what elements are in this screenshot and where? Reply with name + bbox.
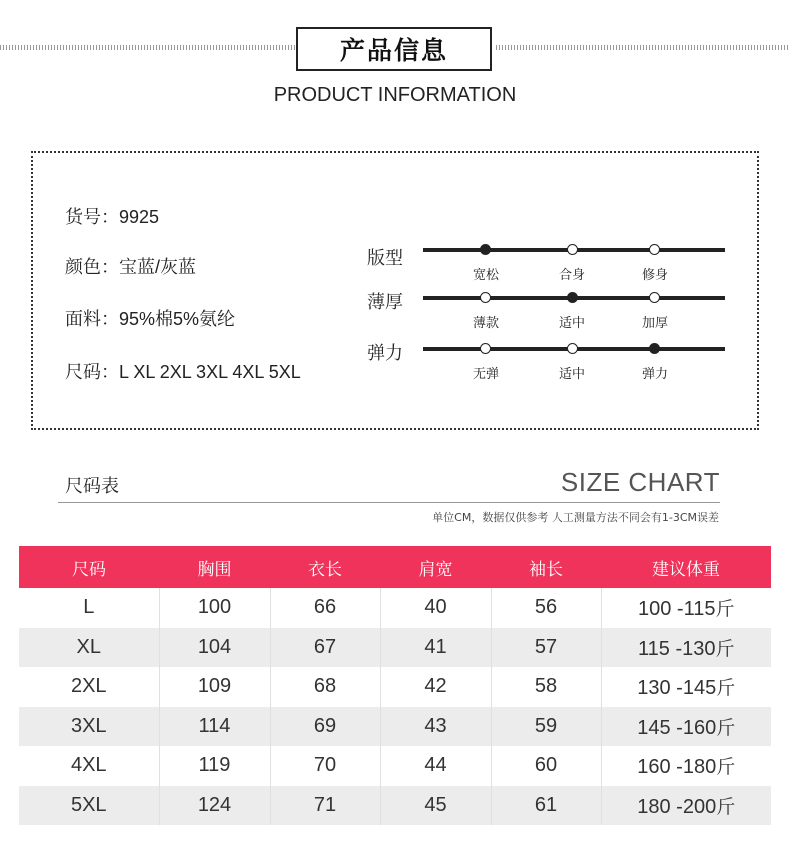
scale-option: 弹力 bbox=[641, 367, 668, 382]
scale-option: 宽松 bbox=[472, 268, 499, 283]
table-cell: 119 bbox=[159, 746, 270, 786]
info-value: L XL 2XL 3XL 4XL 5XL bbox=[119, 362, 301, 382]
scale-dot-fit-slim bbox=[649, 244, 660, 255]
scale-option: 合身 bbox=[558, 268, 585, 283]
column-header: 肩宽 bbox=[380, 546, 491, 588]
table-row bbox=[19, 786, 771, 826]
weight-unit: 斤 bbox=[716, 756, 736, 779]
info-label: 尺码： bbox=[65, 362, 119, 383]
table-cell: 40 bbox=[380, 588, 491, 628]
table-row bbox=[19, 707, 771, 747]
scale-option: 加厚 bbox=[641, 316, 668, 331]
size-chart-note: 单位CM，数据仅供参考 人工测量方法不同会有1-3CM误差 bbox=[432, 511, 719, 524]
info-item-color bbox=[65, 253, 196, 279]
scale-label-fit: 版型 bbox=[367, 248, 403, 269]
table-cell: 69 bbox=[270, 707, 380, 747]
table-row bbox=[19, 667, 771, 707]
scale-dot-stretch-none bbox=[480, 343, 491, 354]
table-cell: 3XL bbox=[19, 707, 159, 747]
table-cell: 42 bbox=[380, 667, 491, 707]
page-subtitle: PRODUCT INFORMATION bbox=[273, 84, 517, 106]
table-cell: 100 bbox=[159, 588, 270, 628]
scale-dot-fit-loose bbox=[480, 244, 491, 255]
table-cell: 59 bbox=[491, 707, 601, 747]
scale-option: 修身 bbox=[641, 268, 668, 283]
table-cell: 2XL bbox=[19, 667, 159, 707]
table-cell: 66 bbox=[270, 588, 380, 628]
scale-dot-fit-regular bbox=[567, 244, 578, 255]
table-cell: 4XL bbox=[19, 746, 159, 786]
table-cell-weight bbox=[601, 707, 771, 747]
table-row bbox=[19, 588, 771, 628]
info-value: 宝蓝/灰蓝 bbox=[119, 257, 197, 277]
size-chart-title: 尺码表 bbox=[65, 476, 119, 497]
table-cell: 114 bbox=[159, 707, 270, 747]
column-header: 建议体重 bbox=[601, 546, 771, 588]
table-cell: 45 bbox=[380, 786, 491, 826]
size-chart-title-en: SIZE CHART bbox=[560, 467, 720, 497]
title-box bbox=[296, 27, 492, 71]
table-cell: 124 bbox=[159, 786, 270, 826]
weight-unit: 斤 bbox=[715, 637, 735, 660]
weight-unit: 斤 bbox=[715, 598, 735, 621]
table-cell: 67 bbox=[270, 628, 380, 668]
weight-unit: 斤 bbox=[716, 795, 736, 818]
header-decor-line-left bbox=[0, 45, 296, 50]
info-label: 面料： bbox=[65, 309, 119, 330]
scale-label-stretch: 弹力 bbox=[367, 343, 403, 364]
scale-dot-stretch-high bbox=[649, 343, 660, 354]
table-cell-weight bbox=[601, 588, 771, 628]
scale-dot-thickness-thin bbox=[480, 292, 491, 303]
page-title: 产品信息 bbox=[339, 36, 448, 65]
weight-range: 160 -180 bbox=[637, 756, 717, 779]
table-cell-weight bbox=[601, 628, 771, 668]
table-cell: L bbox=[19, 588, 159, 628]
column-header: 尺码 bbox=[19, 546, 159, 588]
table-cell-weight bbox=[601, 746, 771, 786]
scale-option: 无弹 bbox=[472, 367, 499, 382]
column-header: 袖长 bbox=[491, 546, 601, 588]
info-label: 货号： bbox=[65, 207, 119, 228]
scale-dot-thickness-medium bbox=[567, 292, 578, 303]
info-item-fabric bbox=[65, 305, 235, 331]
table-cell: 68 bbox=[270, 667, 380, 707]
table-cell: 43 bbox=[380, 707, 491, 747]
table-row bbox=[19, 746, 771, 786]
table-cell: 41 bbox=[380, 628, 491, 668]
weight-range: 145 -160 bbox=[637, 716, 717, 739]
table-cell: 60 bbox=[491, 746, 601, 786]
table-cell: 57 bbox=[491, 628, 601, 668]
size-chart-divider bbox=[58, 502, 720, 503]
weight-range: 130 -145 bbox=[637, 677, 717, 700]
table-cell: 104 bbox=[159, 628, 270, 668]
table-cell: XL bbox=[19, 628, 159, 668]
table-header-row bbox=[19, 546, 771, 588]
weight-range: 115 -130 bbox=[638, 637, 716, 660]
size-table bbox=[19, 546, 771, 825]
weight-unit: 斤 bbox=[716, 716, 736, 739]
info-item-number bbox=[65, 203, 159, 229]
table-cell: 109 bbox=[159, 667, 270, 707]
table-row bbox=[19, 628, 771, 668]
scale-option: 适中 bbox=[558, 316, 585, 331]
info-value: 95%棉5%氨纶 bbox=[119, 309, 236, 329]
table-cell-weight bbox=[601, 667, 771, 707]
weight-range: 100 -115 bbox=[638, 598, 716, 621]
table-cell: 70 bbox=[270, 746, 380, 786]
scale-label-thickness: 薄厚 bbox=[367, 292, 403, 313]
info-value: 9925 bbox=[119, 207, 160, 227]
scale-dot-thickness-thick bbox=[649, 292, 660, 303]
info-item-sizes bbox=[65, 358, 301, 384]
table-cell-weight bbox=[601, 786, 771, 826]
scale-dot-stretch-medium bbox=[567, 343, 578, 354]
column-header: 胸围 bbox=[159, 546, 270, 588]
column-header: 衣长 bbox=[270, 546, 380, 588]
weight-range: 180 -200 bbox=[637, 795, 717, 818]
table-cell: 44 bbox=[380, 746, 491, 786]
table-cell: 58 bbox=[491, 667, 601, 707]
scale-option: 适中 bbox=[558, 367, 585, 382]
table-cell: 5XL bbox=[19, 786, 159, 826]
header-decor-line-right bbox=[496, 45, 790, 50]
table-cell: 71 bbox=[270, 786, 380, 826]
info-label: 颜色： bbox=[65, 257, 119, 278]
scale-option: 薄款 bbox=[472, 316, 499, 331]
weight-unit: 斤 bbox=[716, 677, 736, 700]
table-cell: 61 bbox=[491, 786, 601, 826]
table-cell: 56 bbox=[491, 588, 601, 628]
